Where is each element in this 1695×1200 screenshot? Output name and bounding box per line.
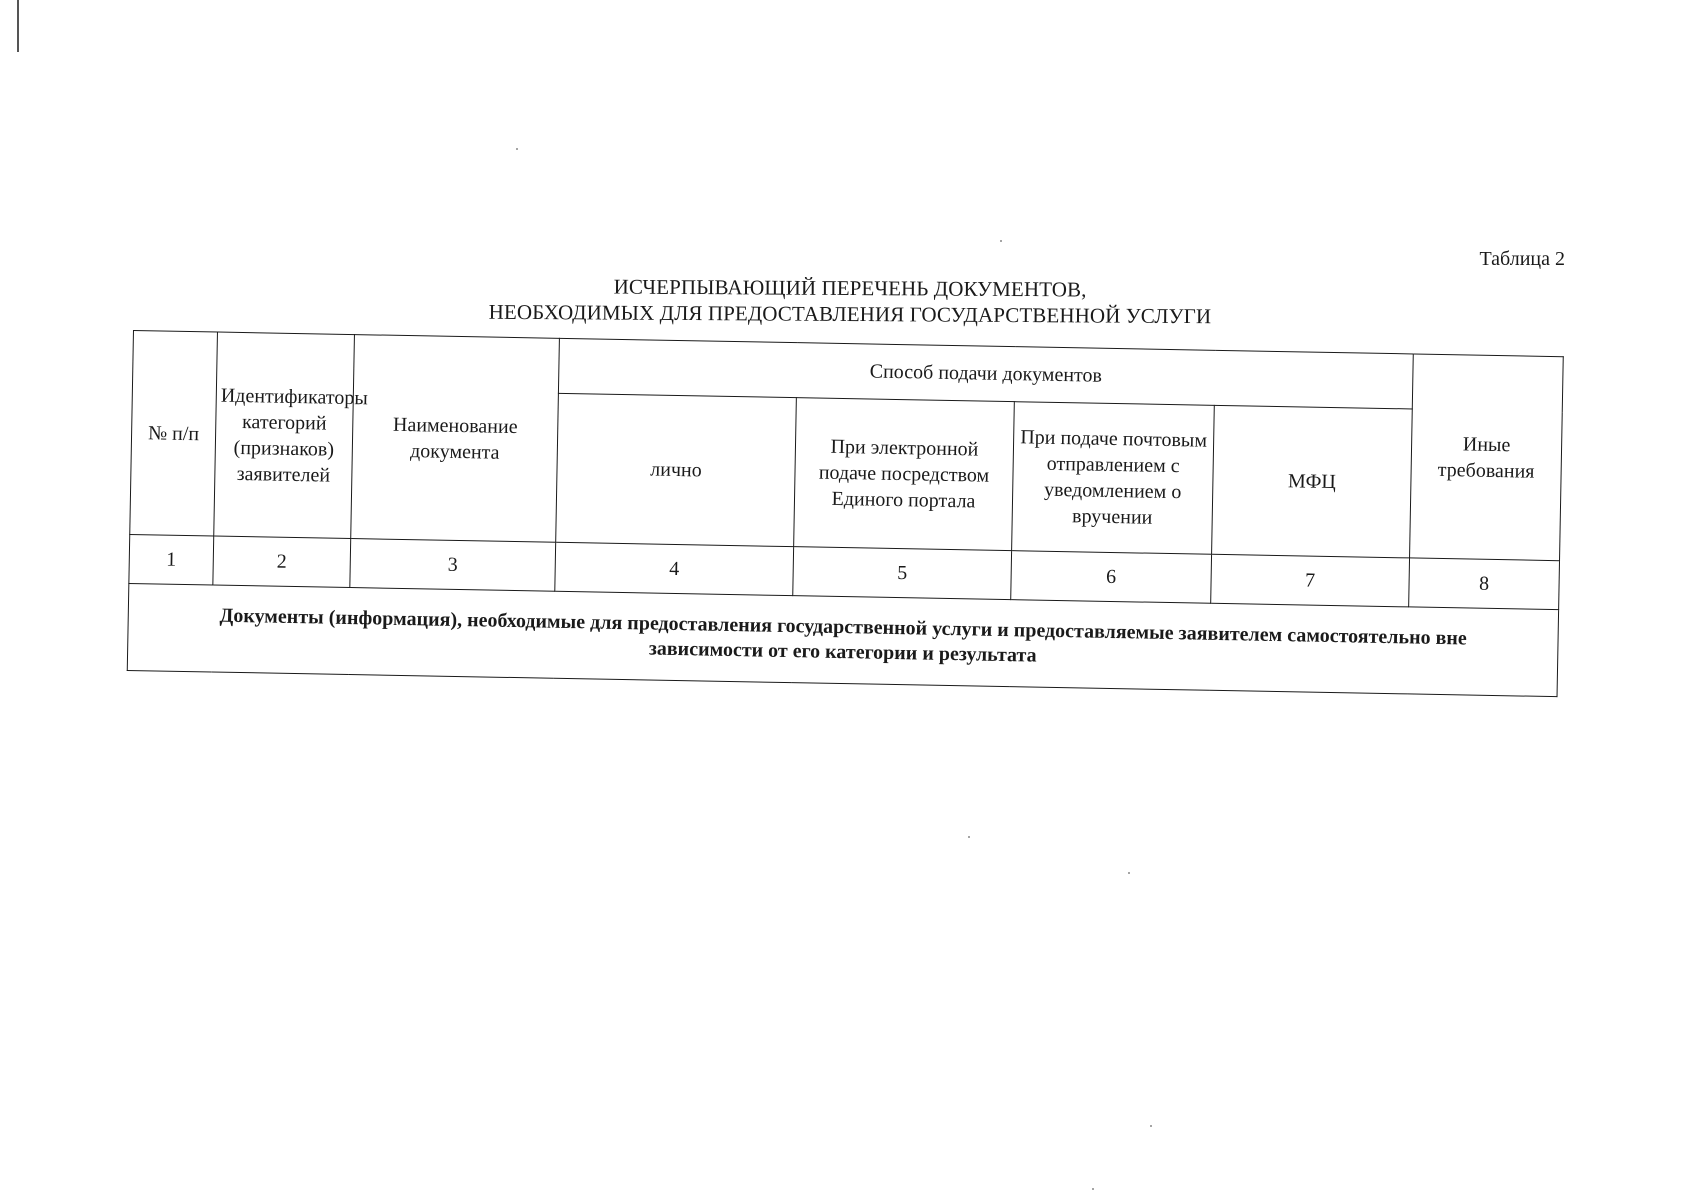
column-number: 4 [555, 542, 794, 595]
header-electronic: При электронной подаче посредством Единого портала [794, 398, 1015, 551]
header-mfc: МФЦ [1212, 405, 1413, 558]
column-number: 8 [1409, 558, 1560, 610]
section-heading: Документы (информация), необходимые для предоставления государственной услуги и предоставляемые заявителем самостоятельно вне зависимости от его категории и результата [127, 583, 1558, 696]
scan-speck [1092, 1188, 1094, 1190]
documents-table-wrapper [127, 330, 1563, 697]
title-line-2: НЕОБХОДИМЫХ ДЛЯ ПРЕДОСТАВЛЕНИЯ ГОСУДАРСТВЕННОЙ УСЛУГИ [488, 299, 1212, 329]
scan-speck [1150, 1125, 1152, 1127]
header-in-person: лично [556, 393, 797, 546]
document-title [380, 272, 1320, 330]
header-submission-method: Способ подачи документов [558, 338, 1413, 409]
column-number: 5 [793, 547, 1012, 600]
scan-speck [1000, 240, 1002, 242]
title-line-1: ИСЧЕРПЫВАЮЩИЙ ПЕРЕЧЕНЬ ДОКУМЕНТОВ, [613, 274, 1087, 302]
scan-speck [1128, 872, 1130, 874]
column-number: 2 [213, 536, 351, 588]
scan-speck [516, 148, 518, 150]
header-identifiers: Идентификаторы категорий (признаков) заявителей [214, 332, 355, 538]
column-number: 6 [1011, 551, 1212, 604]
column-number: 3 [350, 539, 556, 592]
header-other-requirements: Иные требования [1410, 354, 1564, 561]
column-number: 1 [129, 534, 214, 585]
header-num: № п/п [130, 331, 218, 537]
table-number-label: Таблица 2 [1479, 248, 1565, 270]
header-document-name: Наименование документа [351, 335, 560, 543]
header-postal: При подаче почтовым отправлением с уведомлением о вручении [1012, 402, 1215, 555]
scan-speck [968, 836, 970, 838]
documents-table [127, 330, 1564, 697]
scan-edge-mark [17, 0, 19, 52]
column-number: 7 [1211, 554, 1410, 607]
